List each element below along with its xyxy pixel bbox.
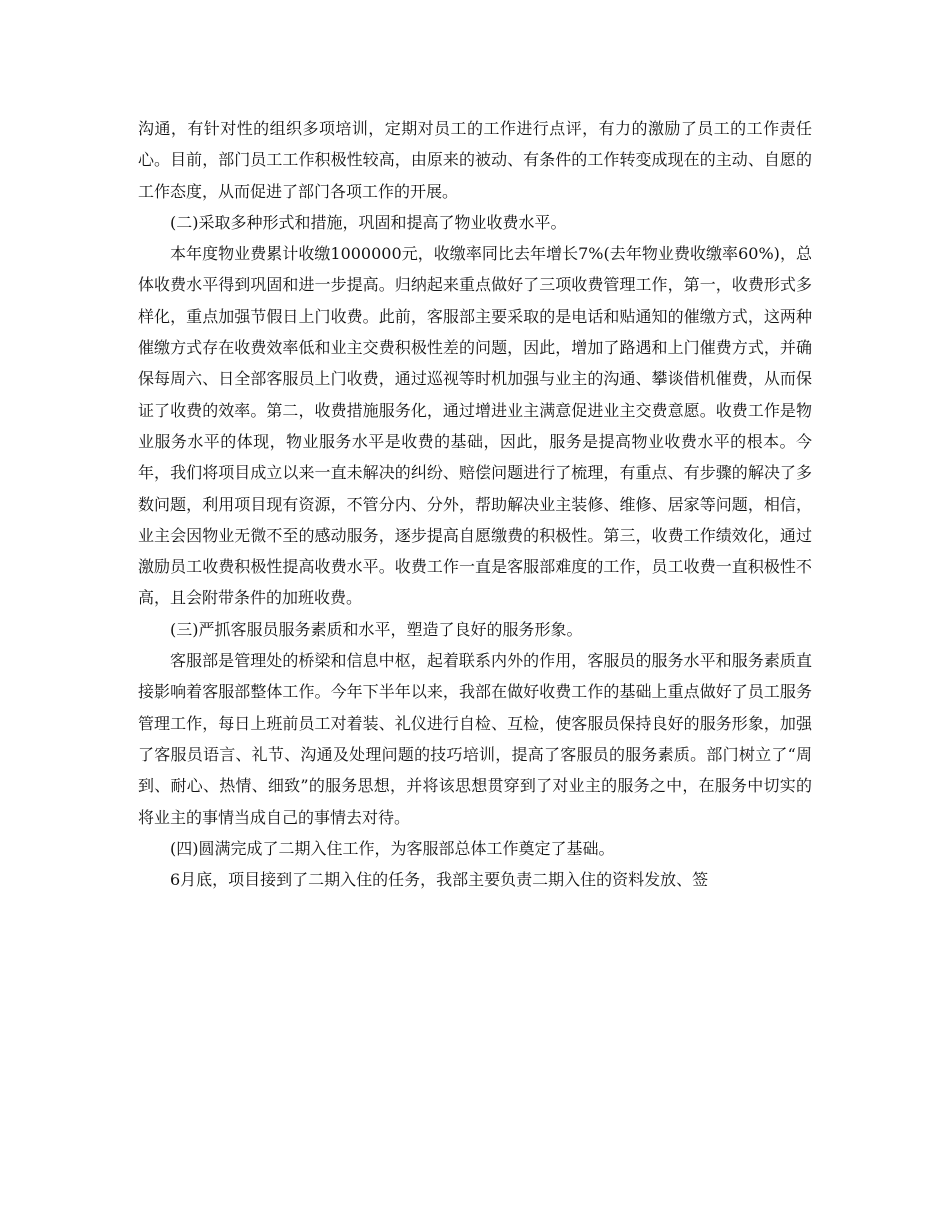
document-page [138, 113, 812, 895]
section-heading-2: (二)采取多种形式和措施，巩固和提高了物业收费水平。 [170, 212, 567, 232]
section-heading-3: (三)严抓客服员服务素质和水平，塑造了良好的服务形象。 [170, 619, 583, 639]
paragraph-3: 本年度物业费累计收缴1000000元，收缴率同比去年增长7%(去年物业费收缴率60%)，总体收费水平得到巩固和进一步提高。归纳起来重点做好了三项收费管理工作，第一，收费形式多样化，重点加强节假日上门收费。此前，客服部主要采取的是电话和贴通知的催缴方式，这两种催缴方式存在收费效率低和业主交费积极性差的问题，因此，增加了路遇和上门催费方式，并确保每周六、日全部客服员上门收费，通过巡视等时机加强与业主的沟通、攀谈借机催费，从而保证了收费的效率。第二，收费措施服务化，通过增进业主满意促进业主交费意愿。收费工作是物业服务水平的体现，物业服务水平是收费的基础，因此，服务是提高物业收费水平的根本。今年，我们将项目成立以来一直未解决的纠纷、赔偿问题进行了梳理，有重点、有步骤的解决了多数问题，利用项目现有资源，不管分内、分外，帮助解决业主装修、维修、居家等问题，相信，业主会因物业无微不至的感动服务，逐步提高自愿缴费的积极性。第三，收费工作绩效化，通过激励员工收费积极性提高收费水平。收费工作一直是客服部难度的工作，员工收费一直积极性不高，且会附带条件的加班收费。 [138, 244, 812, 608]
section-heading-4: (四)圆满完成了二期入住工作，为客服部总体工作奠定了基础。 [170, 838, 615, 858]
paragraph-1: 沟通，有针对性的组织多项培训，定期对员工的工作进行点评，有力的激励了员工的工作责任心。目前，部门员工工作积极性较高，由原来的被动、有条件的工作转变成现在的主动、自愿的工作态度，从而促进了部门各项工作的开展。 [138, 119, 812, 201]
paragraph-5: 客服部是管理处的桥梁和信息中枢，起着联系内外的作用，客服员的服务水平和服务素质直接影响着客服部整体工作。今年下半年以来，我部在做好收费工作的基础上重点做好了员工服务管理工作，每日上班前员工对着装、礼仪进行自检、互检，使客服员保持良好的服务形象，加强了客服员语言、礼节、沟通及处理问题的技巧培训，提高了客服员的服务素质。部门树立了“周到、耐心、热情、细致”的服务思想，并将该思想贯穿到了对业主的服务之中，在服务中切实的将业主的事情当成自己的事情去对待。 [138, 651, 812, 827]
paragraph-7: 6月底，项目接到了二期入住的任务，我部主要负责二期入住的资料发放、签 [170, 870, 709, 890]
